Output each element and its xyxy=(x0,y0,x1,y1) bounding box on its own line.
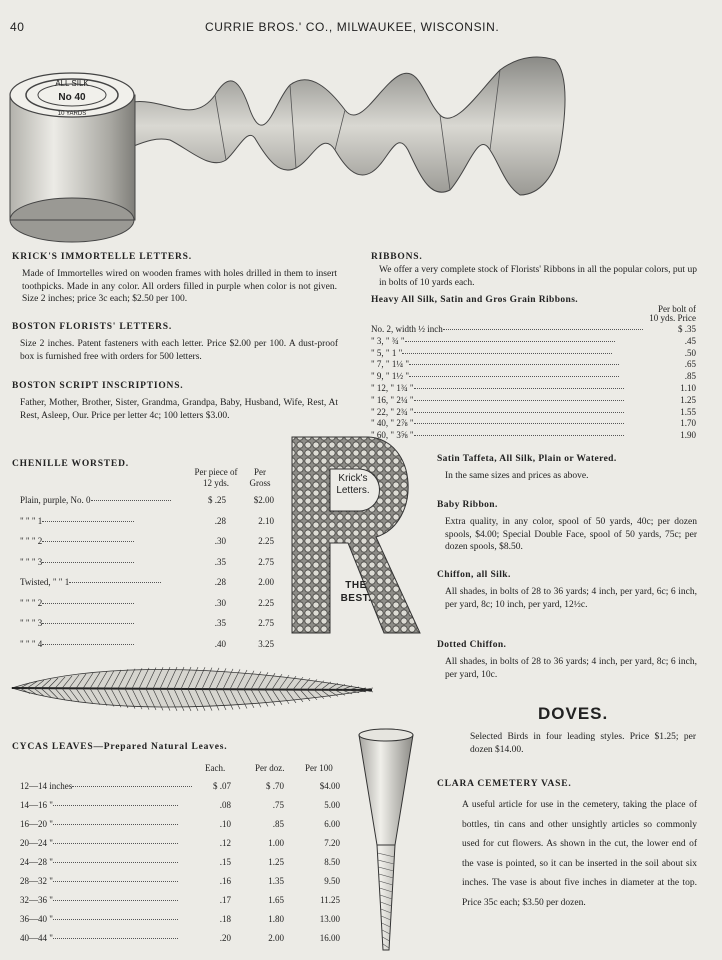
ribbons-subtitle: Heavy All Silk, Satin and Gros Grain Ribbons. xyxy=(371,295,579,305)
cycas-each-price: .12 xyxy=(219,838,231,848)
chenille-row-label: Plain, purple, No. 0 xyxy=(20,495,171,505)
chenille-gross-price: 2.00 xyxy=(258,577,274,587)
chiffon-title: Chiffon, all Silk. xyxy=(437,570,511,580)
chenille-gross-price: 2.25 xyxy=(258,536,274,546)
ribbon-price: .65 xyxy=(684,359,696,370)
chenille-piece-price: $ .25 xyxy=(208,495,226,505)
cycas-each-price: $ .07 xyxy=(213,781,231,791)
dot-leader xyxy=(53,881,178,882)
chenille-col-gross: Per Gross xyxy=(249,467,271,488)
baby-ribbon-title: Baby Ribbon. xyxy=(437,500,498,510)
ribbon-price: .45 xyxy=(684,335,696,346)
ribbon-row-label: " 9, " 1½ " xyxy=(371,371,619,381)
cycas-each-price: .08 xyxy=(219,800,231,810)
boston-letters-body: Size 2 inches. Patent fasteners with each letter. Price $2.00 per 100. A dust-proof box is furnished free with orders for 500 letters. xyxy=(20,339,338,362)
chenille-gross-price: 2.75 xyxy=(258,556,274,567)
cycas-row-label: 32—36 " xyxy=(20,895,178,905)
dot-leader xyxy=(409,376,619,377)
ribbon-price: 1.25 xyxy=(680,394,696,405)
chenille-piece-price: .30 xyxy=(214,597,226,608)
cycas-hundred-price: 6.00 xyxy=(324,819,340,829)
ribbon-row-label: " 22, " 2¾ " xyxy=(371,407,624,417)
dot-leader xyxy=(414,412,624,413)
spool-label-bottom: 10 YARDS xyxy=(57,111,87,117)
cycas-row-label: 16—20 " xyxy=(20,819,178,829)
ribbons-body: We offer a very complete stock of Florists' Ribbons in all the popular colors, put up in bolts of 10 yards each. xyxy=(379,265,697,288)
cycas-doz-price: .75 xyxy=(272,800,284,810)
krick-immortelle-body: Made of Immortelles wired on wooden frames with holes drilled in them to insert toothpicks. Made in any color. All orders filled in purple when color is not given. Size 2 inches; price 3c each; $2.50 per 100. xyxy=(22,269,337,304)
cycas-hundred-price: 11.25 xyxy=(320,895,340,905)
ribbons-col-head-1: Per bolt of xyxy=(658,304,696,314)
baby-ribbon-body: Extra quality, in any color, spool of 50 yards, 40c; per dozen spools, $4.00; Special Double Face, spool of 50 yards, 75c; per dozen spools, $8.50. xyxy=(445,517,697,552)
page-number: 40 xyxy=(10,20,25,34)
chenille-row-label: " " " 2 xyxy=(20,536,134,546)
chenille-row-label: " " " 4 xyxy=(20,639,134,649)
chenille-row-label: " " " 3 xyxy=(20,557,134,567)
cycas-each-price: .18 xyxy=(219,914,231,924)
spool-label-mid: No 40 xyxy=(58,92,86,103)
cycas-row-label: 36—40 " xyxy=(20,914,178,924)
chenille-row-label: " " " 3 xyxy=(20,618,134,628)
chenille-piece-price: .28 xyxy=(214,515,226,526)
dot-leader xyxy=(53,805,178,806)
ribbon-price: 1.10 xyxy=(680,383,696,393)
boston-letters-title: BOSTON FLORISTS' LETTERS. xyxy=(12,322,173,332)
cycas-row-label: 40—44 " xyxy=(20,933,178,943)
clara-vase-body: A useful article for use in the cemetery, taking the place of bottles, tin cans and other unsightly articles so commonly used for cut flowers. As shown in the cut, the lower end of the vase is pointed, so it can be inserted in the soil about six inches. The vase is about five inches in diameter at the top. Price 35c each; $3.50 per dozen. xyxy=(462,800,697,908)
dotted-chiffon-body: All shades, in bolts of 28 to 36 yards; 4 inch, per yard, 8c; 6 inch, per yard, 10c. xyxy=(445,657,697,680)
chenille-gross-price: 2.25 xyxy=(258,597,274,608)
dot-leader xyxy=(91,500,171,501)
cycas-doz-price: 1.65 xyxy=(268,895,284,905)
satin-taffeta-body: In the same sizes and prices as above. xyxy=(445,471,589,481)
ribbon-price: 1.70 xyxy=(680,418,696,429)
dotted-chiffon-title: Dotted Chiffon. xyxy=(437,640,507,650)
cycas-doz-price: 1.00 xyxy=(268,838,284,848)
chenille-col-piece: Per piece of 12 yds. xyxy=(194,467,238,488)
cycas-doz-price: $ .70 xyxy=(266,781,284,791)
chiffon-body: All shades, in bolts of 28 to 36 yards; 4 inch, per yard, 6c; 6 inch, per yard, 8c; 10 inch, per yard, 12½c. xyxy=(445,587,697,610)
cycas-doz-price: 1.35 xyxy=(268,876,284,886)
ribbon-row-label: " 60, " 3⅝ " xyxy=(371,430,624,440)
dot-leader xyxy=(405,341,615,342)
cycas-doz-price: 2.00 xyxy=(268,933,284,943)
dot-leader xyxy=(53,938,178,939)
cycas-each-price: .10 xyxy=(219,819,231,829)
ribbon-price: 1.55 xyxy=(680,406,696,417)
ribbon-row-label: No. 2, width ½ inch xyxy=(371,324,643,334)
chenille-row-label: " " " 2 xyxy=(20,598,134,608)
cycas-col-100: Per 100 xyxy=(305,763,333,773)
cycas-hundred-price: 13.00 xyxy=(319,914,340,924)
chenille-title: CHENILLE WORSTED. xyxy=(12,459,129,469)
cycas-doz-price: 1.25 xyxy=(268,857,284,867)
cycas-leaf-illustration xyxy=(0,640,380,740)
dot-leader xyxy=(72,786,192,787)
satin-taffeta-title: Satin Taffeta, All Silk, Plain or Watered. xyxy=(437,454,617,464)
cycas-title: CYCAS LEAVES—Prepared Natural Leaves. xyxy=(12,742,228,752)
ribbons-col-head-2: 10 yds. Price xyxy=(649,313,696,323)
doves-title: DOVES. xyxy=(538,704,609,723)
dot-leader xyxy=(42,541,134,542)
dot-leader xyxy=(409,364,619,365)
boston-script-title: BOSTON SCRIPT INSCRIPTIONS. xyxy=(12,381,184,391)
ribbon-row-label: " 7, " 1¼ " xyxy=(371,359,619,369)
dot-leader xyxy=(53,862,178,863)
dot-leader xyxy=(414,388,624,389)
cycas-each-price: .17 xyxy=(219,895,231,905)
dot-leader xyxy=(443,329,643,330)
dot-leader xyxy=(53,900,178,901)
dot-leader xyxy=(53,919,178,920)
dot-leader xyxy=(42,603,134,604)
cycas-doz-price: .85 xyxy=(272,819,284,829)
page-title: CURRIE BROS.' CO., MILWAUKEE, WISCONSIN. xyxy=(205,20,500,34)
boston-script-body: Father, Mother, Brother, Sister, Grandma, Grandpa, Baby, Husband, Wife, Rest, At Rest, Asleep, Our. Price per letter 4c; 100 letters $3.00. xyxy=(20,398,338,421)
dot-leader xyxy=(414,423,624,424)
ribbon-spool-illustration xyxy=(0,0,722,250)
ribbon-row-label: " 12, " 1¾ " xyxy=(371,383,624,393)
spool-label-top: ALL SILK xyxy=(55,79,89,88)
cycas-row-label: 24—28 " xyxy=(20,857,178,867)
cycas-each-price: .20 xyxy=(219,933,231,943)
doves-body: Selected Birds in four leading styles. Price $1.25; per dozen $14.00. xyxy=(470,732,696,755)
dot-leader xyxy=(402,353,612,354)
dot-leader xyxy=(414,435,624,436)
cycas-row-label: 20—24 " xyxy=(20,838,178,848)
letter-r-illustration xyxy=(288,433,428,638)
chenille-piece-price: .35 xyxy=(214,618,226,628)
chenille-gross-price: 3.25 xyxy=(258,638,274,649)
cycas-hundred-price: 16.00 xyxy=(319,933,340,943)
cemetery-vase-illustration xyxy=(355,725,417,955)
chenille-piece-price: .28 xyxy=(214,577,226,587)
cycas-hundred-price: 9.50 xyxy=(324,876,340,886)
cycas-row-label: 28—32 " xyxy=(20,876,178,886)
cycas-col-doz: Per doz. xyxy=(255,763,285,773)
cycas-hundred-price: 8.50 xyxy=(324,857,340,867)
ribbon-strip xyxy=(120,57,565,195)
krick-immortelle-title: KRICK'S IMMORTELLE LETTERS. xyxy=(12,252,192,262)
cycas-each-price: .16 xyxy=(219,876,231,886)
chenille-gross-price: 2.10 xyxy=(258,515,274,526)
letter-r-tag: Krick's Letters. xyxy=(336,473,370,496)
chenille-piece-price: .35 xyxy=(214,556,226,567)
dot-leader xyxy=(53,843,178,844)
cycas-row-label: 14—16 " xyxy=(20,800,178,810)
cycas-col-each: Each. xyxy=(205,763,226,773)
dot-leader xyxy=(53,824,178,825)
ribbon-price: .50 xyxy=(684,347,696,358)
ribbon-price: 1.90 xyxy=(680,430,696,441)
cycas-row-label: 12—14 inches xyxy=(20,781,192,791)
cycas-each-price: .15 xyxy=(219,857,231,867)
cycas-doz-price: 1.80 xyxy=(268,914,284,924)
ribbon-row-label: " 5, " 1 " xyxy=(371,348,612,358)
ribbon-price: $ .35 xyxy=(678,324,696,334)
ribbons-title: RIBBONS. xyxy=(371,252,423,262)
dot-leader xyxy=(69,582,161,583)
clara-vase-title: CLARA CEMETERY VASE. xyxy=(437,779,572,789)
chenille-row-label: " " " 1 xyxy=(20,516,134,526)
cycas-hundred-price: 7.20 xyxy=(324,838,340,848)
ribbon-price: .85 xyxy=(684,371,696,382)
chenille-gross-price: $2.00 xyxy=(253,495,274,505)
dot-leader xyxy=(414,400,624,401)
letter-r-motto: THE BEST. xyxy=(340,580,372,604)
chenille-piece-price: .40 xyxy=(214,638,226,649)
dot-leader xyxy=(42,521,134,522)
cycas-hundred-price: $4.00 xyxy=(319,781,340,791)
ribbon-row-label: " 16, " 2¼ " xyxy=(371,395,624,405)
chenille-row-label: Twisted, " " 1 xyxy=(20,577,161,587)
ribbon-row-label: " 40, " 2⅞ " xyxy=(371,418,624,428)
cycas-hundred-price: 5.00 xyxy=(324,800,340,810)
dot-leader xyxy=(42,623,134,624)
chenille-piece-price: .30 xyxy=(214,536,226,546)
dot-leader xyxy=(42,562,134,563)
ribbon-row-label: " 3, " ¾ " xyxy=(371,336,615,346)
chenille-gross-price: 2.75 xyxy=(258,618,274,628)
